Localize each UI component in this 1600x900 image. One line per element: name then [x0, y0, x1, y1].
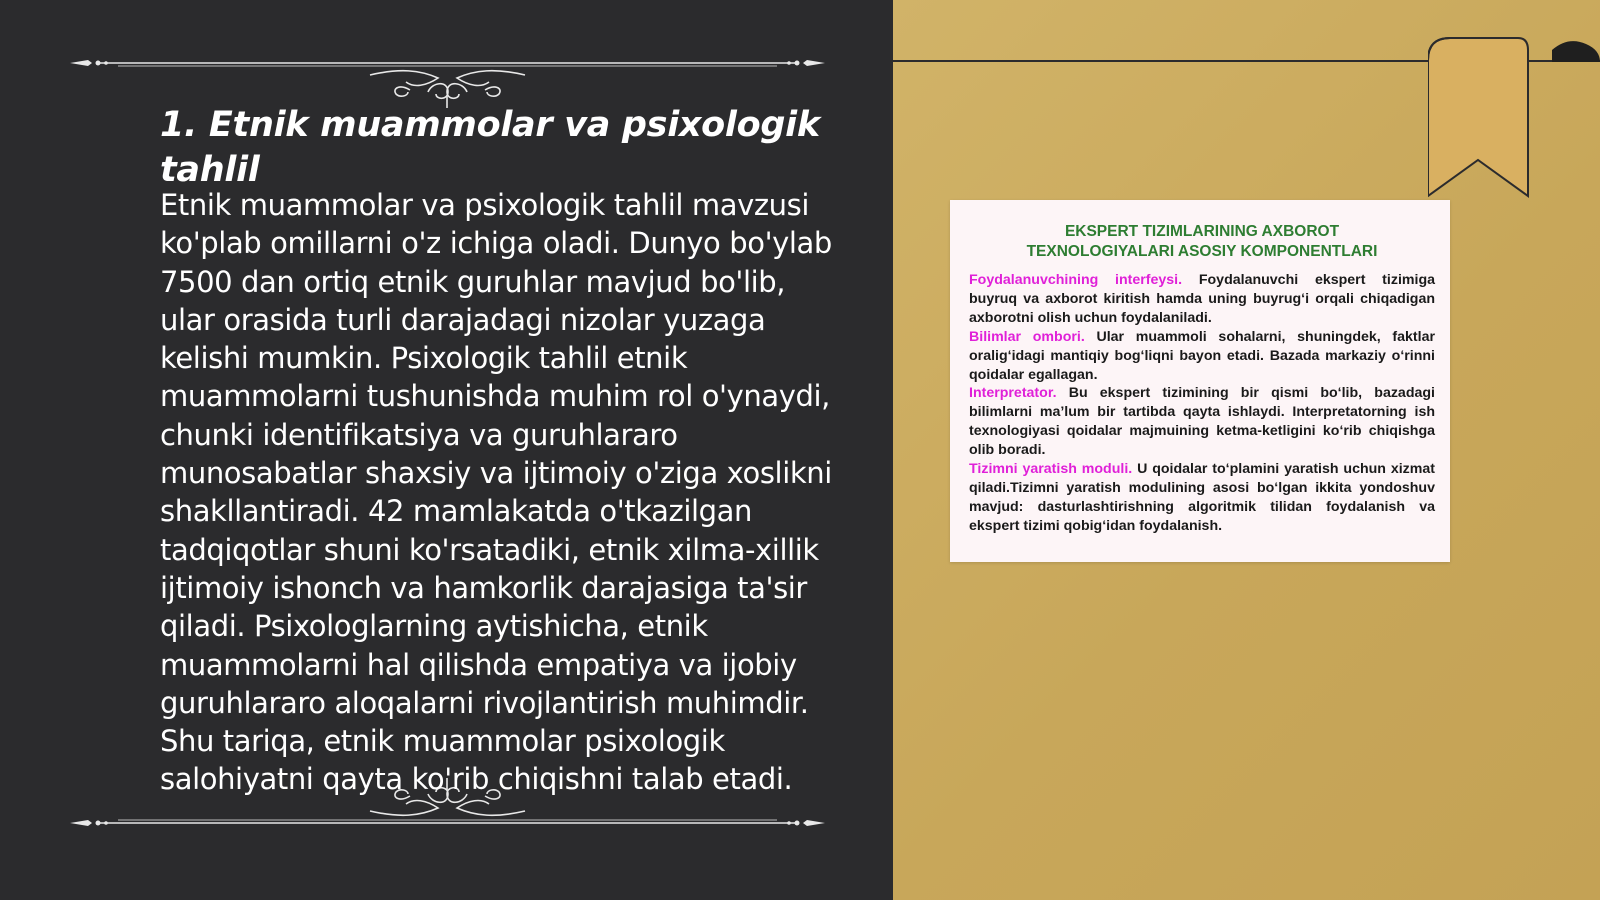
- scroll-divider-icon: [70, 48, 825, 108]
- card-title: [969, 222, 1435, 262]
- card-term: Tizimni yaratish moduli.: [969, 461, 1133, 478]
- card-entry-interpreter: [969, 384, 1435, 460]
- card-title-line: EKSPERT TIZIMLARINING AXBOROT: [1064, 223, 1340, 240]
- card-entry-knowledge-base: [969, 328, 1435, 385]
- card-title-line: TEXNOLOGIYALARI ASOSIY KOMPONENTLARI: [1026, 243, 1378, 260]
- card-entry-text: Bu ekspert tizimining bir qismi bo‘lib, bazadagi bilimlarni ma’lum bir tartibda qayta ishlaydi. Interpretatorning ish texnologiyasi qoidalar majmuining ketma-ketligini ko‘rib chiqishga olib boradi.: [969, 385, 1435, 459]
- card-term: Interpretator.: [969, 385, 1057, 402]
- card-entry-text: Ular muammoli sohalarni, shuningdek, faktlar oralig‘idagi mantiqiy bog‘liqni bayon etadi. Bazada markaziy o‘rinni qoidalar egallagan.: [969, 328, 1435, 383]
- card-entry-interface: [969, 271, 1435, 328]
- info-card: [950, 200, 1450, 562]
- card-term: Foydalanuvchining interfeysi.: [969, 272, 1183, 288]
- slide-body-text: Etnik muammolar va psixologik tahlil mavzusi ko'plab omillarni o'z ichiga oladi. Dunyo bo'ylab 7500 dan ortiq etnik guruhlar mavjud bo'lib, ular orasida turli darajadagi nizolar yuzaga kelishi mumkin. Psixologik tahlil etnik muammolarni tushunishda muhim rol o'ynaydi, chunki identifikatsiya va guruhlararo munosabatlar shaxsiy va ijtimoiy o'ziga xoslikni shakllantiradi. 42 mamlakatda o'tkazilgan tadqiqotlar shuni ko'rsatadiki, etnik xilma-xillik ijtimoiy ishonch va hamkorlik darajasiga ta'sir qiladi. Psixologlarning aytishicha, etnik muammolarni hal qilishda empatiya va ijobiy guruhlararo aloqalarni rivojlantirish muhimdir. Shu tariqa, etnik muammolar psixologik salohiyatni qayta ko'rib chiqishni talab etadi.: [160, 188, 832, 797]
- card-entry-text: Foydalanuvchi ekspert tizimiga buyruq va axborot kiritish hamda uning buyrug‘i orqali chiqadigan axborotni olish uchun foydalaniladi.: [969, 272, 1435, 326]
- bookmark-ribbon-icon: [1428, 36, 1600, 200]
- card-term: Bilimlar ombori.: [969, 328, 1085, 345]
- card-entry-text: U qoidalar to‘plamini yaratish uchun xizmat qiladi.Tizimni yaratish modulining asosi bo‘lgan ikkita yondoshuv mavjud: dasturlashtirishning algoritmik tilidan foydalanish va ekspert tizimi qobig‘idan foydalanish.: [969, 461, 1435, 534]
- card-entry-builder-module: [969, 460, 1435, 536]
- slide-title: 1. Etnik muammolar va psixologik tahlil: [160, 105, 820, 190]
